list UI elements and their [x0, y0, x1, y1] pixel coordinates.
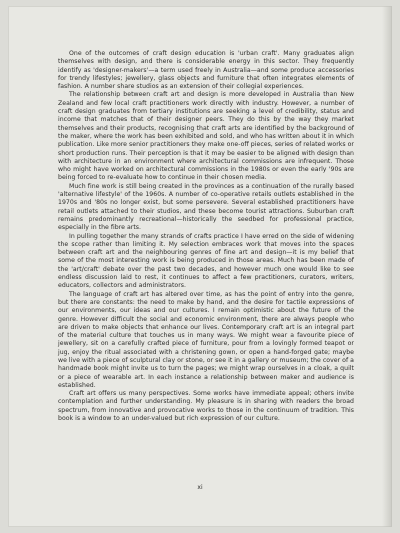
paragraph-4: In pulling together the many strands of crafts practice I have erred on the side of widening the scope rather than limiting it. My selection embraces work that moves into the spaces between craft art and the neighbouring genres of fine art and design—it is my belief that some of the most interesting work is being produced in those areas. Much has been made of the 'art/craft' debate over the past two decades, and however much one would like to see endless discussion laid to rest, it continues to affect a few practitioners, curators, writers, educators, collectors and administrators. [58, 232, 354, 290]
paragraph-2: The relationship between craft art and design is more developed in Australia than New Zealand and few local craft practitioners work directly with industry. However, a number of craft design graduates from tertiary institutions are seeking a level of credibility, status and income that matches that of their designer peers. They do this by the way they market themselves and their products, recognising that craft arts are identified by the background of the maker, where the work has been exhibited and sold, and who has written about it in which publication. Like more senior practitioners they make one-off pieces, series of related works or short production runs. Their perception is that it may be easier to be aligned with design than with architecture in an environment where architectural commissions are infrequent. Those who might have worked on architectural commissions in the 1980s or even the early '90s are being forced to re-evaluate how to continue in their chosen media. [58, 91, 354, 182]
body-text [58, 50, 354, 423]
page-number: xi [197, 484, 203, 491]
paragraph-5: The language of craft art has altered over time, as has the point of entry into the genre, but there are constants: the need to make by hand, and the desire for tactile expressions of our environments, our ideas and our cultures. I remain optimistic about the future of the genre. However difficult the social and economic environment, there are always people who are driven to make objects that enhance our lives. Contemporary craft art is an integral part of the material culture that touches us in many ways. We might wear a favourite piece of jewellery, sit on a carefully crafted piece of furniture, pour from a lovingly formed teapot or jug, enjoy the ritual associated with a christening gown, or open a hand-forged gate; maybe we live with a piece of sculptural clay or stone, or see it in a gallery or museum; the cover of a handmade book might invite us to turn the pages; we might wrap ourselves in a cloak, a quilt or a piece of wearable art. In each instance a relationship between maker and audience is established. [58, 290, 354, 389]
book-page [8, 6, 392, 527]
paragraph-1: One of the outcomes of craft design education is 'urban craft'. Many graduates align themselves with design, and there is considerable energy in this sector. They frequently identify as 'designer-makers'—a term used freely in Australia—and some produce accessories for trendy lifestyles; jewellery, glass objects and furniture that often integrates elements of fashion. A number share studios as an extension of their collegial experiences. [58, 50, 354, 91]
paragraph-3: Much fine work is still being created in the provinces as a continuation of the rurally based 'alternative lifestyle' of the 1960s. A number of co-operative retails outlets established in the 1970s and '80s no longer exist, but some persevere. Several established practitioners have retail outlets attached to their studios, and these become tourist attractions. Suburban craft remains predominantly recreational—historically the seedbed for professional practice, especially in the fibre arts. [58, 182, 354, 232]
page-edge-shadow [382, 6, 392, 527]
paragraph-6: Craft art offers us many perspectives. Some works have immediate appeal; others invite contemplation and further understanding. My pleasure is in sharing with readers the broad spectrum, from innovative and provocative works to those in the continuum of tradition. This book is a window to an under-valued but rich expression of our culture. [58, 390, 354, 423]
